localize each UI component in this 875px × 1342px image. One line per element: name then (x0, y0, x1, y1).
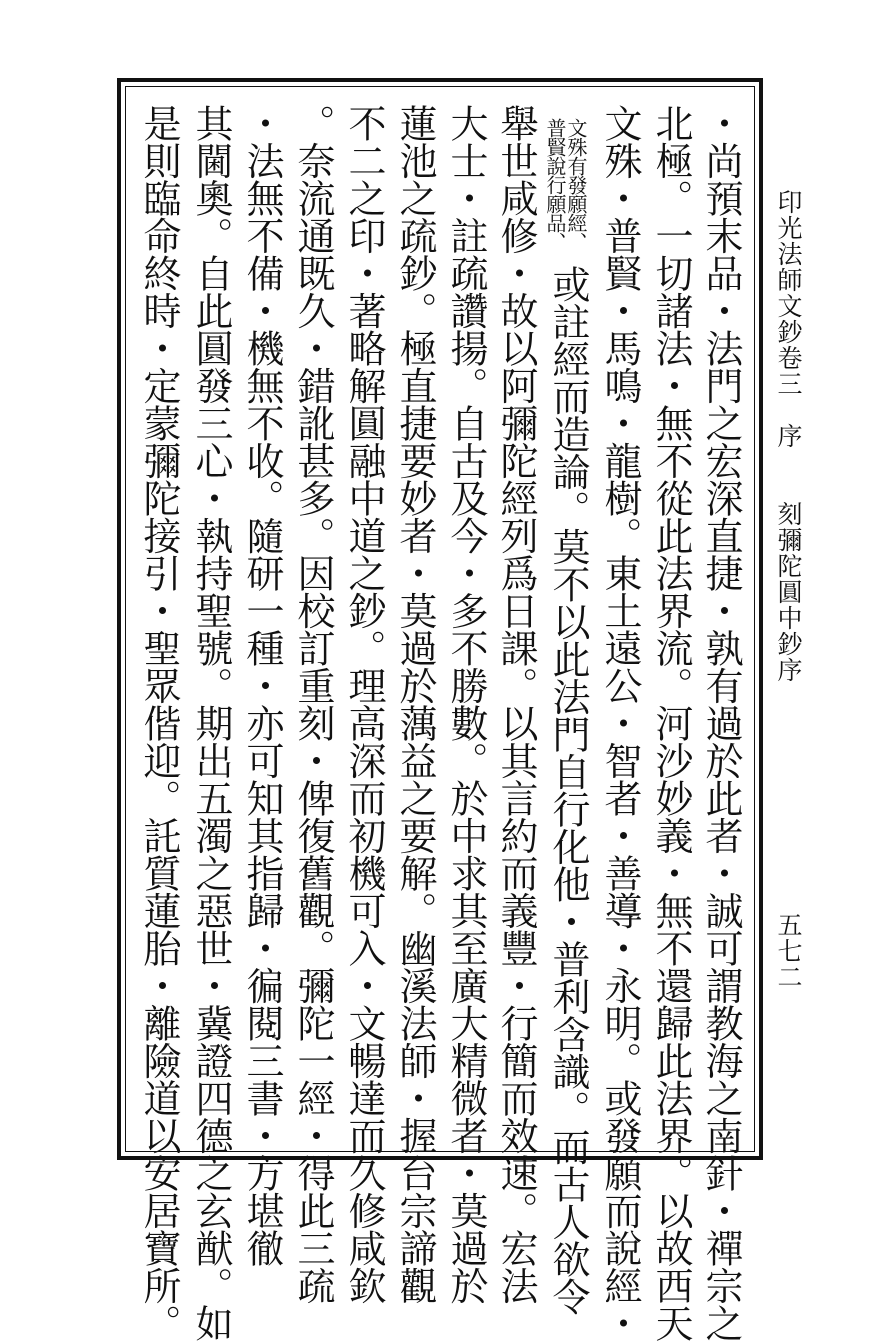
page-number: 五七二 (774, 912, 803, 990)
text-column-12: 是則臨命終時・定蒙彌陀接引・聖眾偕迎。託質蓮胎・離險道以安居寶所。 (137, 104, 181, 1342)
text-column-10: ・法無不備・機無不收。隨研一種・亦可知其指歸・徧閱三書・方堪徹 (240, 104, 284, 1267)
interlinear-note-line-2: 普賢說行願品、 (543, 118, 567, 251)
text-column-1: ・尚預末品・法門之宏深直捷・孰有過於此者・誠可謂教海之南針・禪宗之 (699, 104, 743, 1342)
text-column-5: 舉世咸修・故以阿彌陀經列爲日課。以其言約而義豐・行簡而效速。宏法 (494, 104, 538, 1304)
text-column-11: 其閫奧。自此圓發三心・執持聖號。期出五濁之惡世・冀證四德之玄猷。如 (189, 104, 233, 1342)
text-column-6: 大士・註疏讚揚。自古及今・多不勝數。於中求其至廣大精微者・莫過於 (444, 104, 488, 1304)
text-column-9: 。奈流通既久・錯訛甚多。因校訂重刻・俾復舊觀。彌陀一經・得此三疏 (291, 104, 335, 1304)
text-column-2: 北極。一切諸法・無不從此法界流。河沙妙義・無不還歸此法界。以故西天 (649, 104, 693, 1342)
text-column-7: 蓮池之疏鈔。極直捷要妙者・莫過於蕅益之要解。幽溪法師・握台宗諦觀 (393, 104, 437, 1304)
text-column-8: 不二之印・著略解圓融中道之鈔。理高深而初機可入・文暢達而久修咸欽 (342, 104, 386, 1304)
text-column-3: 文殊・普賢・馬鳴・龍樹。東土遠公・智者・善導・永明。或發願而說經・ (598, 104, 642, 1342)
interlinear-note-line-1: 文殊有發願經、 (564, 118, 588, 251)
running-title: 印光法師文鈔卷三 序 刻彌陀圓中鈔序 (774, 189, 803, 683)
text-column-4: 或註經而造論。莫不以此法門自行化他・普利含識。而古人欲令 (546, 265, 590, 1315)
